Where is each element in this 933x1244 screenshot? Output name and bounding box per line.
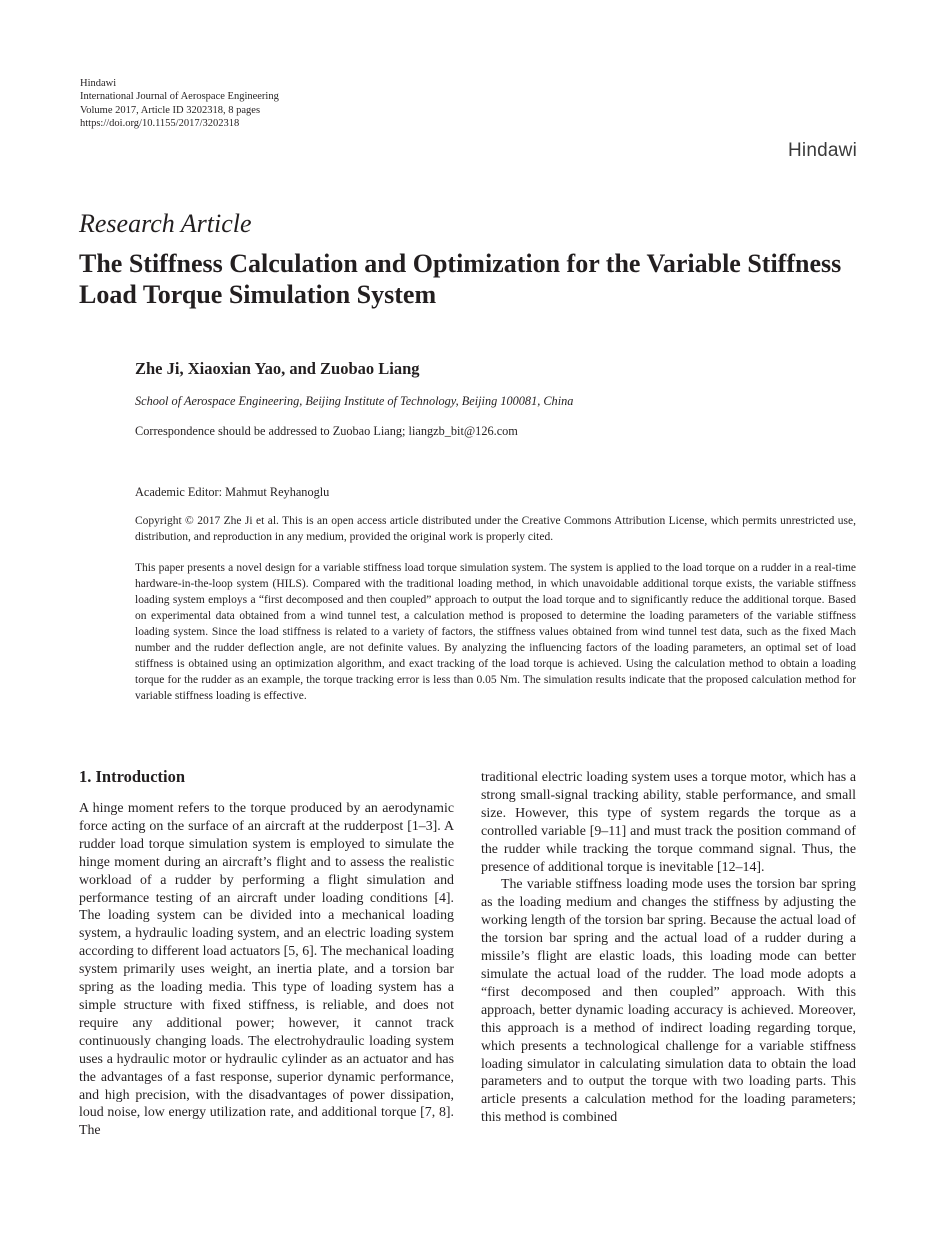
paragraph: A hinge moment refers to the torque produced by an aerodynamic force acting on the surface of an aircraft at the rudderpost [1–3]. A rudder load torque simulation system is employed to simulate the hinge moment during an aircraft’s flight and to assess the realistic workload of a rudder by performing a flight simulation and performance testing of an aircraft under loading conditions [4]. The loading system can be divided into a mechanical loading system, a hydraulic loading system, and an electric loading system according to different load actuators [5, 6]. The mechanical loading system primarily uses weight, an inertia plate, and a torsion bar spring as the loading media. This type of loading system has a simple structure with fixed stiffness, is reliable, and does not require any additional power; however, it cannot track continuously changing loads. The electrohydraulic loading system uses a hydraulic motor or hydraulic cylinder as an actuator and has the advantages of a fast response, superior dynamic performance, and high precision, with the disadvantages of power dissipation, loud noise, low energy utilization rate, and additional torque [7, 8]. The	[79, 801, 454, 1139]
right-column	[481, 769, 856, 1127]
journal-header	[80, 77, 279, 131]
academic-editor: Academic Editor: Mahmut Reyhanoglu	[135, 485, 330, 499]
copyright-notice: Copyright © 2017 Zhe Ji et al. This is an open access article distributed under the Creative Commons Attribution License, which permits unrestricted use, distribution, and reproduction in any medium, provided the original work is properly cited.	[135, 515, 856, 543]
doi-link[interactable]: https://doi.org/10.1155/2017/3202318	[80, 118, 240, 130]
author-list: Zhe Ji, Xiaoxian Yao, and Zuobao Liang	[135, 359, 420, 378]
volume-info: Volume 2017, Article ID 3202318, 8 pages	[80, 104, 261, 116]
correspondence: Correspondence should be addressed to Zuobao Liang; liangzb_bit@126.com	[135, 424, 518, 438]
hindawi-logo: Hindawi	[788, 140, 857, 161]
article-type: Research Article	[79, 209, 252, 238]
journal-name: International Journal of Aerospace Engineering	[80, 91, 279, 103]
publisher-name: Hindawi	[80, 78, 117, 89]
section-heading: 1. Introduction	[79, 767, 186, 786]
left-column	[79, 800, 454, 1140]
article-title: The Stiffness Calculation and Optimization for the Variable Stiffness Load Torque Simulation System	[79, 249, 842, 309]
abstract: This paper presents a novel design for a variable stiffness load torque simulation system. The system is applied to the load torque on a rudder in a real-time hardware-in-the-loop system (HILS). Compared with the traditional loading method, in which unavoidable additional torque exists, the variable stiffness loading system employs a “first decomposed and then coupled” approach to output the load torque and to significantly reduce the additional torque. Based on experimental data obtained from a wind tunnel test, a calculation method is proposed to determine the loading parameters of the variable stiffness loading system. Since the load stiffness is related to a variety of factors, the stiffness values obtained from wind tunnel test data, such as the fixed Mach number and the rudder deflection angle, are not definite values. By analyzing the influencing factors of the loading parameters, an optimal set of load stiffness is obtained using an optimization algorithm, and exact tracking of the load torque is achieved. Using the calculation method to obtain a loading torque for the rudder as an example, the torque tracking error is less than 0.05 Nm. The simulation results indicate that the proposed calculation method for variable stiffness loading is effective.	[135, 562, 856, 702]
paragraph: traditional electric loading system uses a torque motor, which has a strong small-signal tracking ability, stable performance, and small size. However, this type of system regards the torque as a controlled variable [9–11] and must track the position command of the rudder while tracking the torque command signal. Thus, the presence of additional torque is inevitable [12–14].	[481, 770, 856, 875]
affiliation: School of Aerospace Engineering, Beijing Institute of Technology, Beijing 100081, China	[135, 394, 574, 408]
paragraph: The variable stiffness loading mode uses the torsion bar spring as the loading medium and changes the stiffness by adjusting the working length of the torsion bar spring. Because the actual load of the torsion bar spring and the actual load of a rudder during a missile’s flight are elastic loads, this loading mode can better simulate the actual load of the rudder. The load mode adopts a “first decomposed and then coupled” approach. With this approach, better dynamic loading accuracy is achieved. Moreover, this approach is a method of indirect loading regarding torque, which presents a technological challenge for a variable stiffness loading simulator in calculating simulation data to obtain the load parameters and to output the torque with two loading parts. This article presents a calculation method for the loading parameters; this method is combined	[481, 877, 856, 1126]
